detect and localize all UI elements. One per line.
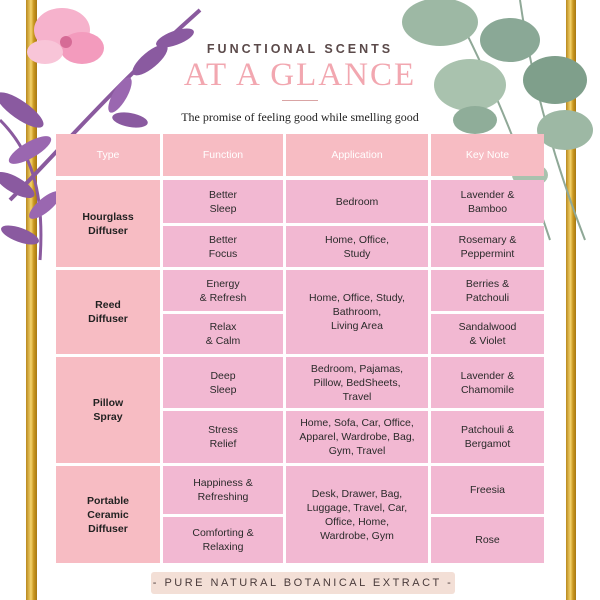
function-cell: Stress Relief [163, 411, 283, 463]
column-header-function: Function [163, 134, 283, 176]
key-note-cell: Lavender & Chamomile [431, 357, 544, 408]
function-cell: Comforting & Relaxing [163, 517, 283, 563]
application-cell: Home, Office, Study [286, 226, 428, 267]
application-cell: Bedroom, Pajamas, Pillow, BedSheets, Travel [286, 357, 428, 408]
application-cell: Home, Office, Study, Bathroom, Living Area [286, 270, 428, 354]
application-cell: Home, Sofa, Car, Office, Apparel, Wardrobe, Bag, Gym, Travel [286, 411, 428, 463]
column-header-key-note: Key Note [431, 134, 544, 176]
column-header-type: Type [56, 134, 160, 176]
function-cell: Energy & Refresh [163, 270, 283, 311]
key-note-cell: Rose [431, 517, 544, 563]
function-cell: Happiness & Refreshing [163, 466, 283, 514]
application-cell: Bedroom [286, 180, 428, 223]
footer-banner: - PURE NATURAL BOTANICAL EXTRACT - [151, 572, 455, 594]
page-title: AT A GLANCE [183, 57, 417, 93]
key-note-cell: Sandalwood & Violet [431, 314, 544, 354]
function-cell: Relax & Calm [163, 314, 283, 354]
column-header-application: Application [286, 134, 428, 176]
divider [282, 100, 318, 101]
tagline: The promise of feeling good while smelling good [181, 110, 419, 124]
type-cell-reed: Reed Diffuser [56, 270, 160, 354]
application-cell: Desk, Drawer, Bag, Luggage, Travel, Car, Office, Home, Wardrobe, Gym [286, 466, 428, 563]
key-note-cell: Patchouli & Bergamot [431, 411, 544, 463]
key-note-cell: Freesia [431, 466, 544, 514]
kicker-text: FUNCTIONAL SCENTS [206, 42, 394, 56]
key-note-cell: Rosemary & Peppermint [431, 226, 544, 267]
type-cell-pillow-spray: Pillow Spray [56, 357, 160, 463]
function-cell: Better Sleep [163, 180, 283, 223]
type-cell-hourglass: Hourglass Diffuser [56, 180, 160, 267]
function-cell: Deep Sleep [163, 357, 283, 408]
function-cell: Better Focus [163, 226, 283, 267]
key-note-cell: Berries & Patchouli [431, 270, 544, 311]
key-note-cell: Lavender & Bamboo [431, 180, 544, 223]
type-cell-portable-ceramic: Portable Ceramic Diffuser [56, 466, 160, 563]
